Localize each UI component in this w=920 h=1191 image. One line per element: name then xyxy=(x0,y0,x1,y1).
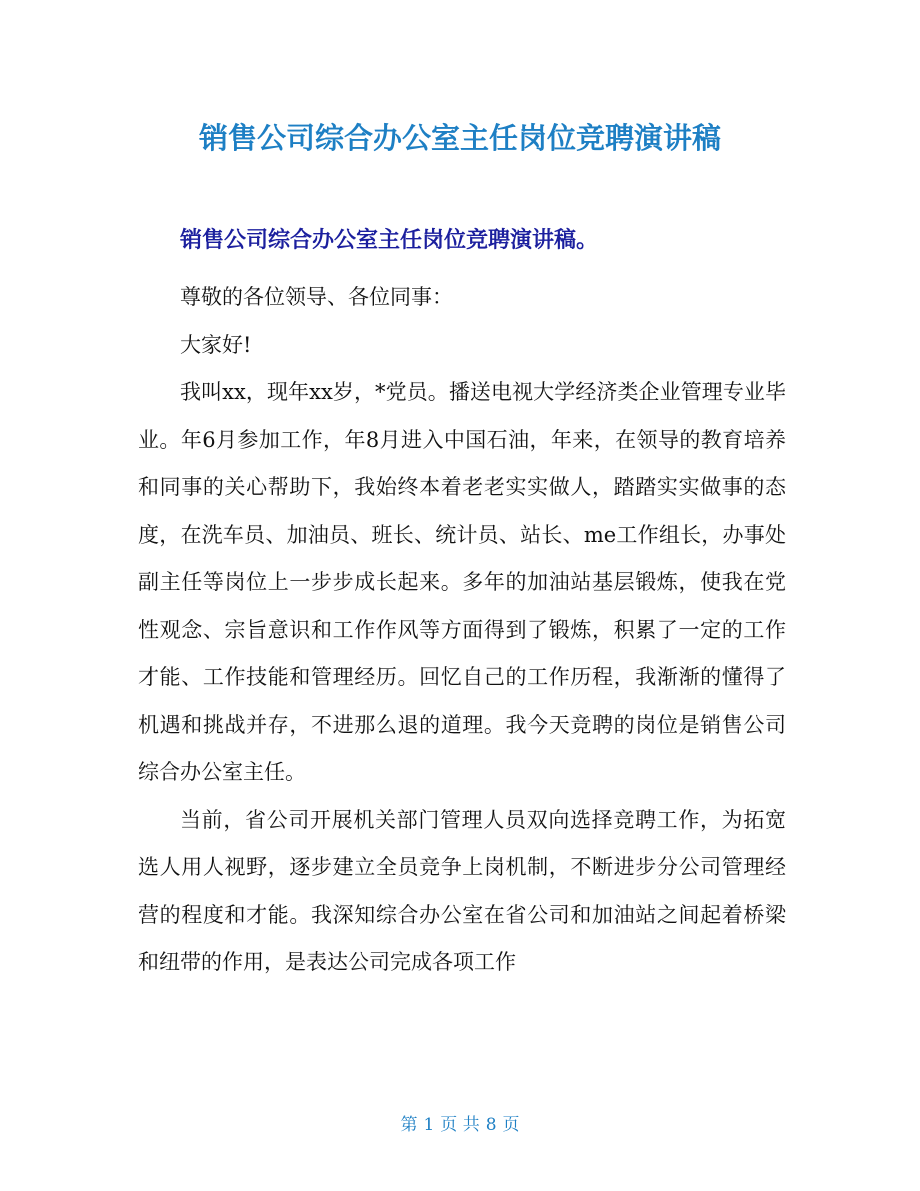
paragraph-greeting: 大家好! xyxy=(180,332,252,357)
document-subtitle: 销售公司综合办公室主任岗位竞聘演讲稿。 xyxy=(180,228,599,253)
page-footer xyxy=(0,1112,920,1138)
paragraph-introduction: 我叫xx，现年xx岁，*党员。播送电视大学经济类企业管理专业毕业。年6月参加工作，年8月进入中国石油，年来，在领导的教育培养和同事的关心帮助下，我始终本着老老实实做人，踏踏实实做事的态度，在洗车员、加油员、班长、统计员、站长、me工作组长，办事处副主任等岗位上一步步成长起来。多年的加油站基层锻炼，使我在党性观念、宗旨意识和工作作风等方面得到了锻炼，积累了一定的工作才能、工作技能和管理经历。回忆自己的工作历程，我渐渐的懂得了机遇和挑战并存，不进那么退的道理。我今天竞聘的岗位是销售公司综合办公室主任。 xyxy=(138,380,786,784)
footer-mid: 页 共 xyxy=(440,1115,480,1135)
document-body xyxy=(138,274,786,987)
footer-suffix: 页 xyxy=(502,1115,520,1135)
document-title: 销售公司综合办公室主任岗位竞聘演讲稿 xyxy=(198,121,721,155)
footer-prefix: 第 xyxy=(400,1115,418,1135)
footer-page-number: 1 xyxy=(423,1115,435,1135)
footer-total-pages: 8 xyxy=(485,1115,497,1135)
paragraph-context: 当前，省公司开展机关部门管理人员双向选择竞聘工作，为拓宽选人用人视野，逐步建立全员竞争上岗机制，不断进步分公司管理经营的程度和才能。我深知综合办公室在省公司和加油站之间起着桥梁和纽带的作用，是表达公司完成各项工作 xyxy=(138,807,786,974)
paragraph-salutation: 尊敬的各位领导、各位同事： xyxy=(180,285,453,309)
